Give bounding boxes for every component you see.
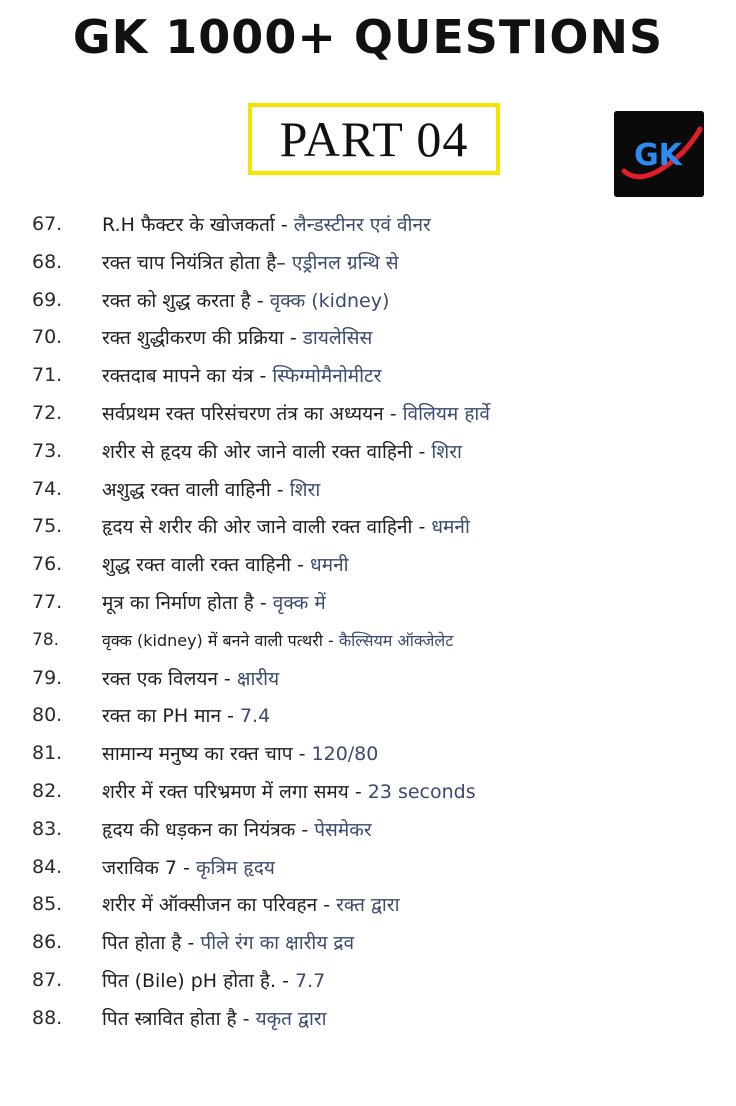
question-text-line bbox=[102, 589, 326, 615]
question-text: वृक्क (kidney) में बनने वाली पत्थरी - bbox=[102, 631, 339, 650]
question-number: 79. bbox=[32, 667, 63, 689]
question-text: सर्वप्रथम रक्त परिसंचरण तंत्र का अध्ययन - bbox=[102, 403, 403, 425]
question-answer: पेसमेकर bbox=[314, 819, 372, 841]
part-label-box bbox=[248, 103, 500, 175]
question-text-line bbox=[102, 778, 476, 804]
question-row bbox=[0, 848, 736, 886]
question-answer: स्फिग्मोमैनोमीटर bbox=[272, 365, 382, 387]
question-text-line bbox=[102, 629, 453, 651]
question-answer: डायलेसिस bbox=[302, 327, 373, 349]
question-answer: कृत्रिम हृदय bbox=[195, 857, 275, 879]
question-text-line bbox=[102, 967, 325, 993]
question-text: हृदय की धड़कन का नियंत्रक - bbox=[102, 819, 315, 841]
question-answer: वृक्क में bbox=[272, 592, 326, 614]
question-answer: 7.4 bbox=[239, 705, 271, 727]
question-answer: 120/80 bbox=[311, 743, 379, 765]
question-text: रक्त शुद्धीकरण की प्रक्रिया - bbox=[102, 327, 303, 349]
question-text-line bbox=[102, 211, 431, 237]
question-row bbox=[0, 696, 736, 734]
question-answer: 23 seconds bbox=[367, 781, 476, 803]
question-row bbox=[0, 545, 736, 583]
question-text: शरीर में रक्त परिभ्रमण में लगा समय - bbox=[102, 781, 368, 803]
question-row bbox=[0, 923, 736, 961]
question-text: रक्त चाप नियंत्रित होता है– bbox=[102, 252, 292, 274]
question-answer: एड्रीनल ग्रन्थि से bbox=[291, 252, 399, 274]
question-row bbox=[0, 772, 736, 810]
question-number: 87. bbox=[32, 969, 63, 991]
question-row bbox=[0, 659, 736, 697]
question-row bbox=[0, 432, 736, 470]
question-answer: विलियम हार्वे bbox=[402, 403, 490, 425]
question-row bbox=[0, 961, 736, 999]
question-answer: कैल्सियम ऑक्जेलेट bbox=[338, 631, 454, 650]
question-number: 74. bbox=[32, 478, 63, 500]
question-number: 77. bbox=[32, 591, 63, 613]
question-text-line bbox=[102, 854, 275, 880]
question-number: 73. bbox=[32, 440, 63, 462]
question-text-line bbox=[102, 665, 279, 691]
gk-logo-text: GK bbox=[634, 138, 682, 173]
question-number: 88. bbox=[32, 1007, 63, 1029]
question-text-line bbox=[102, 702, 270, 728]
question-text: रक्त को शुद्ध करता है - bbox=[102, 290, 270, 312]
question-text: पित स्त्रावित होता है - bbox=[102, 1008, 256, 1030]
question-number: 84. bbox=[32, 856, 63, 878]
question-text: शरीर में ऑक्सीजन का परिवहन - bbox=[102, 894, 337, 916]
question-answer: शिरा bbox=[431, 441, 462, 463]
question-number: 86. bbox=[32, 931, 63, 953]
question-number: 80. bbox=[32, 704, 63, 726]
question-text-line bbox=[102, 551, 349, 577]
question-text-line bbox=[102, 287, 389, 313]
question-number: 69. bbox=[32, 289, 63, 311]
question-number: 68. bbox=[32, 251, 63, 273]
question-number: 83. bbox=[32, 818, 63, 840]
question-row bbox=[0, 621, 736, 659]
part-label: PART 04 bbox=[279, 111, 469, 167]
question-row bbox=[0, 583, 736, 621]
question-answer: 7.7 bbox=[294, 970, 326, 992]
question-answer: धमनी bbox=[310, 554, 349, 576]
question-text-line bbox=[102, 362, 381, 388]
question-text: शरीर से हृदय की ओर जाने वाली रक्त वाहिनी - bbox=[102, 441, 432, 463]
gk-logo bbox=[614, 111, 704, 197]
question-number: 82. bbox=[32, 780, 63, 802]
question-number: 67. bbox=[32, 213, 63, 235]
question-number: 81. bbox=[32, 742, 63, 764]
question-number: 75. bbox=[32, 515, 63, 537]
question-row bbox=[0, 356, 736, 394]
question-answer: वृक्क (kidney) bbox=[269, 290, 390, 312]
question-number: 85. bbox=[32, 893, 63, 915]
question-text: रक्तदाब मापने का यंत्र - bbox=[102, 365, 273, 387]
question-number: 71. bbox=[32, 364, 63, 386]
question-text-line bbox=[102, 929, 354, 955]
page-title: GK 1000+ QUESTIONS bbox=[72, 10, 664, 64]
question-row bbox=[0, 885, 736, 923]
question-row bbox=[0, 318, 736, 356]
question-row bbox=[0, 243, 736, 281]
question-text: शुद्ध रक्त वाली रक्त वाहिनी - bbox=[102, 554, 311, 576]
question-text: R.H फैक्टर के खोजकर्ता - bbox=[102, 214, 294, 236]
question-row bbox=[0, 394, 736, 432]
question-row bbox=[0, 470, 736, 508]
question-row bbox=[0, 205, 736, 243]
question-answer: रक्त द्वारा bbox=[336, 894, 400, 916]
question-text-line bbox=[102, 891, 400, 917]
question-text-line bbox=[102, 249, 399, 275]
question-text: पित होता है - bbox=[102, 932, 201, 954]
question-number: 78. bbox=[32, 630, 60, 650]
question-answer: लैन्डस्टीनर एवं वीनर bbox=[293, 214, 431, 236]
gk-logo-icon bbox=[614, 111, 704, 197]
question-answer: यकृत द्वारा bbox=[255, 1008, 327, 1030]
question-text: अशुद्ध रक्त वाली वाहिनी - bbox=[102, 479, 290, 501]
question-text-line bbox=[102, 816, 372, 842]
question-text-line bbox=[102, 1005, 327, 1031]
question-text: हृदय से शरीर की ओर जाने वाली रक्त वाहिनी - bbox=[102, 516, 432, 538]
question-text-line bbox=[102, 513, 470, 539]
question-number: 70. bbox=[32, 326, 63, 348]
question-text-line bbox=[102, 740, 378, 766]
question-text-line bbox=[102, 438, 462, 464]
question-text: सामान्य मनुष्य का रक्त चाप - bbox=[102, 743, 312, 765]
question-row bbox=[0, 810, 736, 848]
question-number: 72. bbox=[32, 402, 63, 424]
question-text: मूत्र का निर्माण होता है - bbox=[102, 592, 273, 614]
question-answer: शिरा bbox=[289, 479, 321, 501]
question-row bbox=[0, 734, 736, 772]
question-answer: पीले रंग का क्षारीय द्रव bbox=[200, 932, 355, 954]
question-text: पित (Bile) pH होता है. - bbox=[102, 970, 295, 992]
question-text: रक्त एक विलयन - bbox=[102, 668, 237, 690]
question-text-line bbox=[102, 324, 372, 350]
question-text-line bbox=[102, 400, 490, 426]
question-answer: धमनी bbox=[431, 516, 470, 538]
question-text: जराविक 7 - bbox=[102, 857, 196, 879]
question-text: रक्त का PH मान - bbox=[102, 705, 240, 727]
question-number: 76. bbox=[32, 553, 63, 575]
question-text-line bbox=[102, 476, 320, 502]
question-row bbox=[0, 999, 736, 1037]
question-row bbox=[0, 281, 736, 319]
question-answer: क्षारीय bbox=[236, 668, 280, 690]
question-row bbox=[0, 507, 736, 545]
